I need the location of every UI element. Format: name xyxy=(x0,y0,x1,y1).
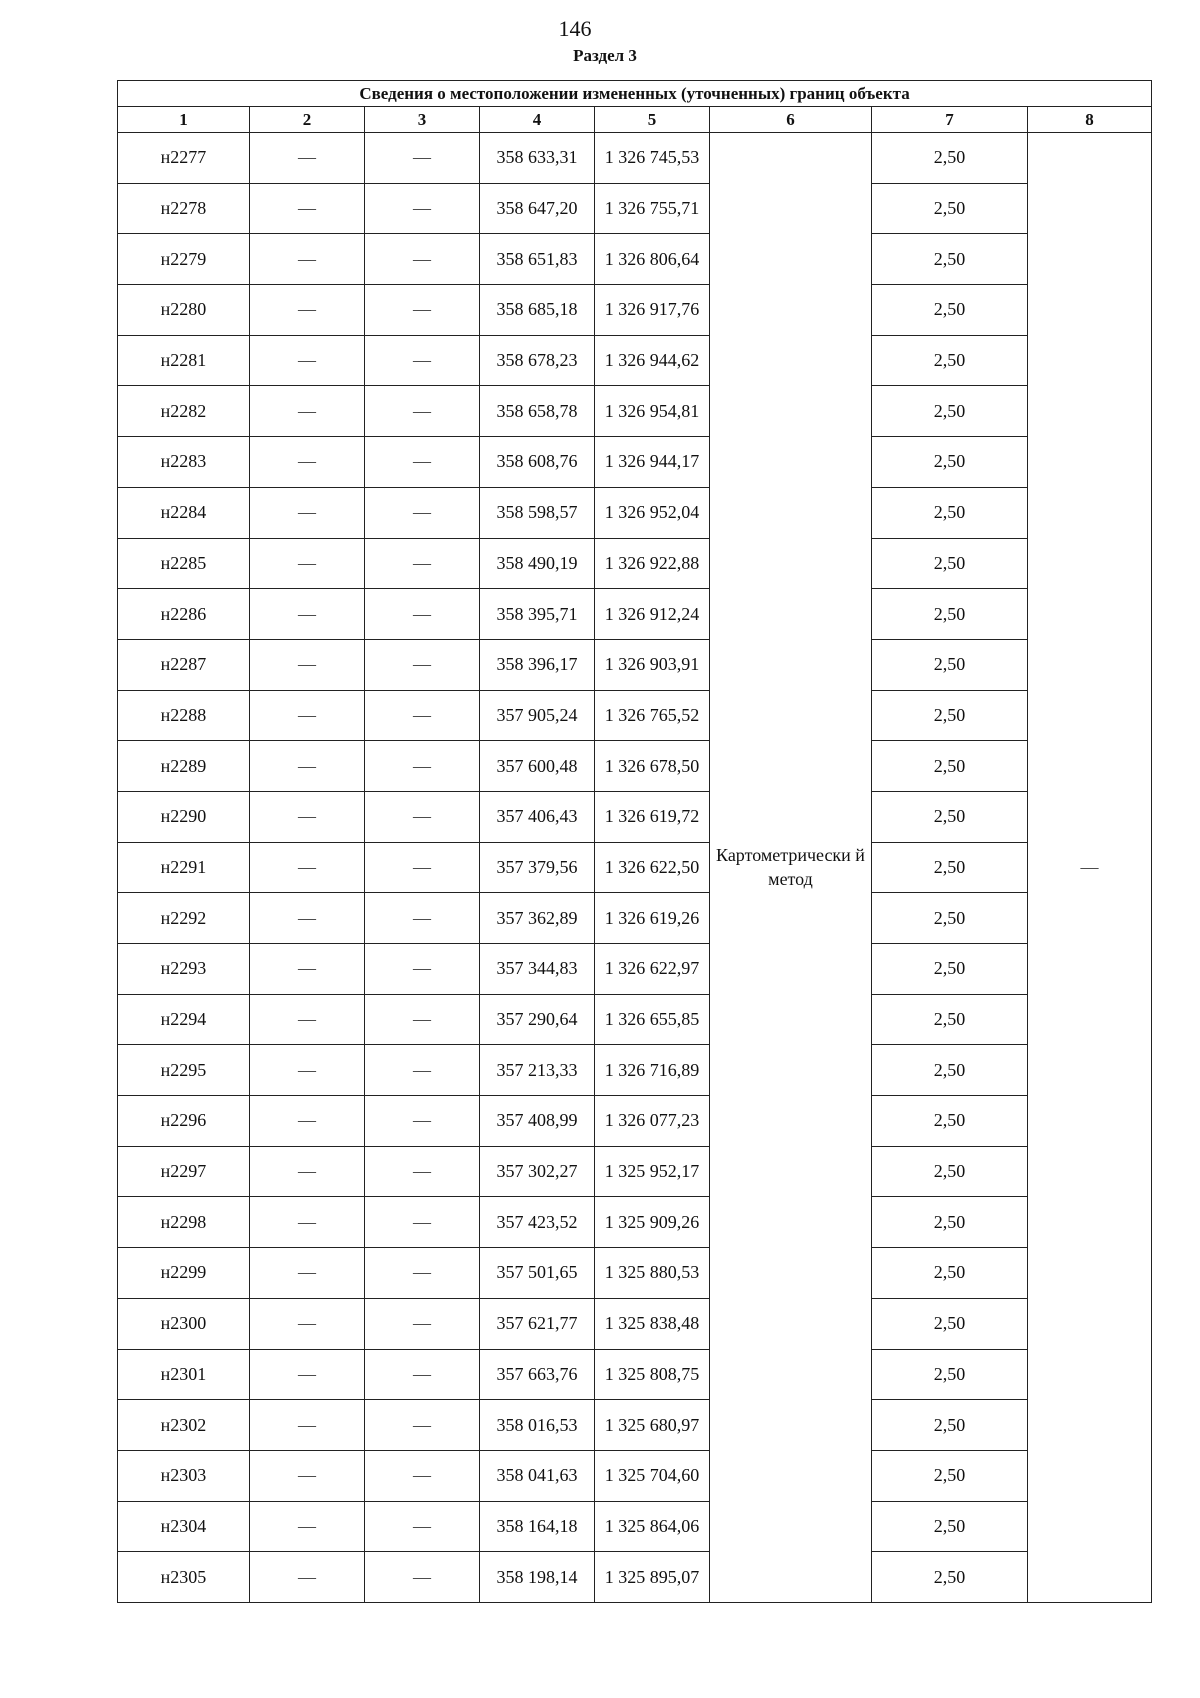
accuracy-cell: 2,50 xyxy=(872,487,1028,538)
point-cell: н2289 xyxy=(118,741,250,792)
column-number-2: 2 xyxy=(250,107,365,133)
x-coordinate-cell: 358 396,17 xyxy=(480,639,595,690)
x-coordinate-cell: 358 490,19 xyxy=(480,538,595,589)
point-cell: н2299 xyxy=(118,1248,250,1299)
table-row xyxy=(118,589,1152,640)
col2-cell: — xyxy=(250,842,365,893)
y-coordinate-cell: 1 325 864,06 xyxy=(595,1501,710,1552)
table-body xyxy=(118,133,1152,1603)
accuracy-cell: 2,50 xyxy=(872,335,1028,386)
col2-cell: — xyxy=(250,1045,365,1096)
x-coordinate-cell: 357 290,64 xyxy=(480,994,595,1045)
y-coordinate-cell: 1 326 917,76 xyxy=(595,285,710,336)
point-cell: н2284 xyxy=(118,487,250,538)
x-coordinate-cell: 357 302,27 xyxy=(480,1146,595,1197)
col2-cell: — xyxy=(250,741,365,792)
accuracy-cell: 2,50 xyxy=(872,741,1028,792)
x-coordinate-cell: 358 685,18 xyxy=(480,285,595,336)
x-coordinate-cell: 358 678,23 xyxy=(480,335,595,386)
table-row xyxy=(118,487,1152,538)
col3-cell: — xyxy=(365,589,480,640)
col3-cell: — xyxy=(365,1298,480,1349)
x-coordinate-cell: 358 633,31 xyxy=(480,133,595,184)
table-row xyxy=(118,1045,1152,1096)
table-row xyxy=(118,944,1152,995)
point-cell: н2282 xyxy=(118,386,250,437)
table-row xyxy=(118,842,1152,893)
point-cell: н2305 xyxy=(118,1552,250,1603)
table-row xyxy=(118,791,1152,842)
x-coordinate-cell: 357 379,56 xyxy=(480,842,595,893)
x-coordinate-cell: 358 598,57 xyxy=(480,487,595,538)
col3-cell: — xyxy=(365,639,480,690)
accuracy-cell: 2,50 xyxy=(872,994,1028,1045)
col3-cell: — xyxy=(365,1552,480,1603)
table-row xyxy=(118,994,1152,1045)
y-coordinate-cell: 1 326 755,71 xyxy=(595,183,710,234)
y-coordinate-cell: 1 325 838,48 xyxy=(595,1298,710,1349)
col3-cell: — xyxy=(365,1450,480,1501)
x-coordinate-cell: 357 408,99 xyxy=(480,1096,595,1147)
accuracy-cell: 2,50 xyxy=(872,1197,1028,1248)
accuracy-cell: 2,50 xyxy=(872,1096,1028,1147)
accuracy-cell: 2,50 xyxy=(872,1450,1028,1501)
col2-cell: — xyxy=(250,639,365,690)
table-row xyxy=(118,183,1152,234)
column-number-row xyxy=(118,107,1152,133)
table-row xyxy=(118,1197,1152,1248)
col2-cell: — xyxy=(250,1298,365,1349)
col2-cell: — xyxy=(250,1450,365,1501)
x-coordinate-cell: 357 905,24 xyxy=(480,690,595,741)
table-row xyxy=(118,1349,1152,1400)
accuracy-cell: 2,50 xyxy=(872,1501,1028,1552)
col3-cell: — xyxy=(365,487,480,538)
accuracy-cell: 2,50 xyxy=(872,690,1028,741)
table-row xyxy=(118,133,1152,184)
col2-cell: — xyxy=(250,386,365,437)
y-coordinate-cell: 1 326 903,91 xyxy=(595,639,710,690)
point-cell: н2277 xyxy=(118,133,250,184)
col2-cell: — xyxy=(250,791,365,842)
x-coordinate-cell: 357 213,33 xyxy=(480,1045,595,1096)
column-number-7: 7 xyxy=(872,107,1028,133)
col2-cell: — xyxy=(250,893,365,944)
x-coordinate-cell: 357 501,65 xyxy=(480,1248,595,1299)
y-coordinate-cell: 1 325 808,75 xyxy=(595,1349,710,1400)
col3-cell: — xyxy=(365,1248,480,1299)
x-coordinate-cell: 357 362,89 xyxy=(480,893,595,944)
col2-cell: — xyxy=(250,944,365,995)
table-row xyxy=(118,1096,1152,1147)
accuracy-cell: 2,50 xyxy=(872,1045,1028,1096)
col3-cell: — xyxy=(365,1096,480,1147)
column-number-6: 6 xyxy=(710,107,872,133)
x-coordinate-cell: 358 651,83 xyxy=(480,234,595,285)
accuracy-cell: 2,50 xyxy=(872,589,1028,640)
y-coordinate-cell: 1 325 895,07 xyxy=(595,1552,710,1603)
col3-cell: — xyxy=(365,285,480,336)
boundary-table xyxy=(117,80,1152,1603)
table-title: Сведения о местоположении измененных (уточненных) границ объекта xyxy=(118,81,1152,107)
col2-cell: — xyxy=(250,994,365,1045)
column-number-4: 4 xyxy=(480,107,595,133)
x-coordinate-cell: 358 647,20 xyxy=(480,183,595,234)
col3-cell: — xyxy=(365,893,480,944)
x-coordinate-cell: 357 344,83 xyxy=(480,944,595,995)
table-row xyxy=(118,285,1152,336)
point-cell: н2294 xyxy=(118,994,250,1045)
col2-cell: — xyxy=(250,690,365,741)
table-row xyxy=(118,1450,1152,1501)
x-coordinate-cell: 357 600,48 xyxy=(480,741,595,792)
accuracy-cell: 2,50 xyxy=(872,1552,1028,1603)
x-coordinate-cell: 357 621,77 xyxy=(480,1298,595,1349)
point-cell: н2291 xyxy=(118,842,250,893)
col2-cell: — xyxy=(250,1096,365,1147)
x-coordinate-cell: 357 663,76 xyxy=(480,1349,595,1400)
col3-cell: — xyxy=(365,741,480,792)
column-number-1: 1 xyxy=(118,107,250,133)
y-coordinate-cell: 1 326 622,97 xyxy=(595,944,710,995)
y-coordinate-cell: 1 326 655,85 xyxy=(595,994,710,1045)
x-coordinate-cell: 358 658,78 xyxy=(480,386,595,437)
col2-cell: — xyxy=(250,538,365,589)
y-coordinate-cell: 1 326 954,81 xyxy=(595,386,710,437)
point-cell: н2281 xyxy=(118,335,250,386)
col3-cell: — xyxy=(365,234,480,285)
col2-cell: — xyxy=(250,1146,365,1197)
accuracy-cell: 2,50 xyxy=(872,1146,1028,1197)
column-number-8: 8 xyxy=(1028,107,1152,133)
y-coordinate-cell: 1 326 922,88 xyxy=(595,538,710,589)
col2-cell: — xyxy=(250,183,365,234)
point-cell: н2278 xyxy=(118,183,250,234)
accuracy-cell: 2,50 xyxy=(872,133,1028,184)
y-coordinate-cell: 1 325 952,17 xyxy=(595,1146,710,1197)
col2-cell: — xyxy=(250,285,365,336)
col3-cell: — xyxy=(365,1400,480,1451)
table-row xyxy=(118,741,1152,792)
point-cell: н2283 xyxy=(118,437,250,488)
accuracy-cell: 2,50 xyxy=(872,1248,1028,1299)
y-coordinate-cell: 1 325 704,60 xyxy=(595,1450,710,1501)
col3-cell: — xyxy=(365,386,480,437)
col2-cell: — xyxy=(250,437,365,488)
accuracy-cell: 2,50 xyxy=(872,183,1028,234)
col2-cell: — xyxy=(250,1552,365,1603)
accuracy-cell: 2,50 xyxy=(872,944,1028,995)
column-number-3: 3 xyxy=(365,107,480,133)
table-row xyxy=(118,1146,1152,1197)
accuracy-cell: 2,50 xyxy=(872,1400,1028,1451)
col3-cell: — xyxy=(365,1197,480,1248)
col3-cell: — xyxy=(365,791,480,842)
y-coordinate-cell: 1 326 745,53 xyxy=(595,133,710,184)
y-coordinate-cell: 1 326 716,89 xyxy=(595,1045,710,1096)
table-row xyxy=(118,386,1152,437)
table-row xyxy=(118,690,1152,741)
col3-cell: — xyxy=(365,842,480,893)
table-row xyxy=(118,639,1152,690)
col3-cell: — xyxy=(365,538,480,589)
x-coordinate-cell: 358 198,14 xyxy=(480,1552,595,1603)
col2-cell: — xyxy=(250,1349,365,1400)
col2-cell: — xyxy=(250,589,365,640)
y-coordinate-cell: 1 326 765,52 xyxy=(595,690,710,741)
x-coordinate-cell: 358 608,76 xyxy=(480,437,595,488)
col3-cell: — xyxy=(365,183,480,234)
y-coordinate-cell: 1 326 619,26 xyxy=(595,893,710,944)
page-number: 146 xyxy=(558,16,592,41)
column-number-5: 5 xyxy=(595,107,710,133)
table-row xyxy=(118,1248,1152,1299)
table-row xyxy=(118,335,1152,386)
x-coordinate-cell: 358 395,71 xyxy=(480,589,595,640)
accuracy-cell: 2,50 xyxy=(872,1298,1028,1349)
point-cell: н2300 xyxy=(118,1298,250,1349)
col3-cell: — xyxy=(365,690,480,741)
accuracy-cell: 2,50 xyxy=(872,1349,1028,1400)
accuracy-cell: 2,50 xyxy=(872,639,1028,690)
point-cell: н2295 xyxy=(118,1045,250,1096)
x-coordinate-cell: 358 164,18 xyxy=(480,1501,595,1552)
y-coordinate-cell: 1 325 909,26 xyxy=(595,1197,710,1248)
accuracy-cell: 2,50 xyxy=(872,386,1028,437)
col2-cell: — xyxy=(250,487,365,538)
col8-cell: — xyxy=(1028,133,1152,1603)
y-coordinate-cell: 1 326 678,50 xyxy=(595,741,710,792)
y-coordinate-cell: 1 325 880,53 xyxy=(595,1248,710,1299)
accuracy-cell: 2,50 xyxy=(872,842,1028,893)
table-row xyxy=(118,1501,1152,1552)
point-cell: н2279 xyxy=(118,234,250,285)
y-coordinate-cell: 1 326 952,04 xyxy=(595,487,710,538)
table-row xyxy=(118,1400,1152,1451)
col2-cell: — xyxy=(250,1197,365,1248)
y-coordinate-cell: 1 326 619,72 xyxy=(595,791,710,842)
point-cell: н2303 xyxy=(118,1450,250,1501)
table-row xyxy=(118,1298,1152,1349)
col3-cell: — xyxy=(365,994,480,1045)
point-cell: н2286 xyxy=(118,589,250,640)
col3-cell: — xyxy=(365,1501,480,1552)
x-coordinate-cell: 358 041,63 xyxy=(480,1450,595,1501)
y-coordinate-cell: 1 325 680,97 xyxy=(595,1400,710,1451)
col3-cell: — xyxy=(365,1349,480,1400)
point-cell: н2297 xyxy=(118,1146,250,1197)
point-cell: н2304 xyxy=(118,1501,250,1552)
accuracy-cell: 2,50 xyxy=(872,234,1028,285)
point-cell: н2287 xyxy=(118,639,250,690)
point-cell: н2292 xyxy=(118,893,250,944)
table-row xyxy=(118,437,1152,488)
table-row xyxy=(118,893,1152,944)
y-coordinate-cell: 1 326 944,62 xyxy=(595,335,710,386)
point-cell: н2296 xyxy=(118,1096,250,1147)
col3-cell: — xyxy=(365,944,480,995)
accuracy-cell: 2,50 xyxy=(872,893,1028,944)
y-coordinate-cell: 1 326 622,50 xyxy=(595,842,710,893)
point-cell: н2301 xyxy=(118,1349,250,1400)
y-coordinate-cell: 1 326 944,17 xyxy=(595,437,710,488)
col2-cell: — xyxy=(250,1501,365,1552)
col3-cell: — xyxy=(365,133,480,184)
section-title: Раздел 3 xyxy=(573,46,637,65)
y-coordinate-cell: 1 326 806,64 xyxy=(595,234,710,285)
point-cell: н2280 xyxy=(118,285,250,336)
point-cell: н2293 xyxy=(118,944,250,995)
point-cell: н2298 xyxy=(118,1197,250,1248)
col2-cell: — xyxy=(250,234,365,285)
col2-cell: — xyxy=(250,335,365,386)
method-cell: Картометрически й метод xyxy=(710,133,872,1603)
col3-cell: — xyxy=(365,1045,480,1096)
table-row xyxy=(118,1552,1152,1603)
x-coordinate-cell: 357 423,52 xyxy=(480,1197,595,1248)
col3-cell: — xyxy=(365,1146,480,1197)
accuracy-cell: 2,50 xyxy=(872,538,1028,589)
col2-cell: — xyxy=(250,1248,365,1299)
point-cell: н2285 xyxy=(118,538,250,589)
accuracy-cell: 2,50 xyxy=(872,791,1028,842)
x-coordinate-cell: 358 016,53 xyxy=(480,1400,595,1451)
y-coordinate-cell: 1 326 077,23 xyxy=(595,1096,710,1147)
accuracy-cell: 2,50 xyxy=(872,285,1028,336)
point-cell: н2288 xyxy=(118,690,250,741)
accuracy-cell: 2,50 xyxy=(872,437,1028,488)
col3-cell: — xyxy=(365,437,480,488)
table-row xyxy=(118,538,1152,589)
x-coordinate-cell: 357 406,43 xyxy=(480,791,595,842)
point-cell: н2290 xyxy=(118,791,250,842)
point-cell: н2302 xyxy=(118,1400,250,1451)
y-coordinate-cell: 1 326 912,24 xyxy=(595,589,710,640)
col2-cell: — xyxy=(250,133,365,184)
col3-cell: — xyxy=(365,335,480,386)
table-row xyxy=(118,234,1152,285)
col2-cell: — xyxy=(250,1400,365,1451)
